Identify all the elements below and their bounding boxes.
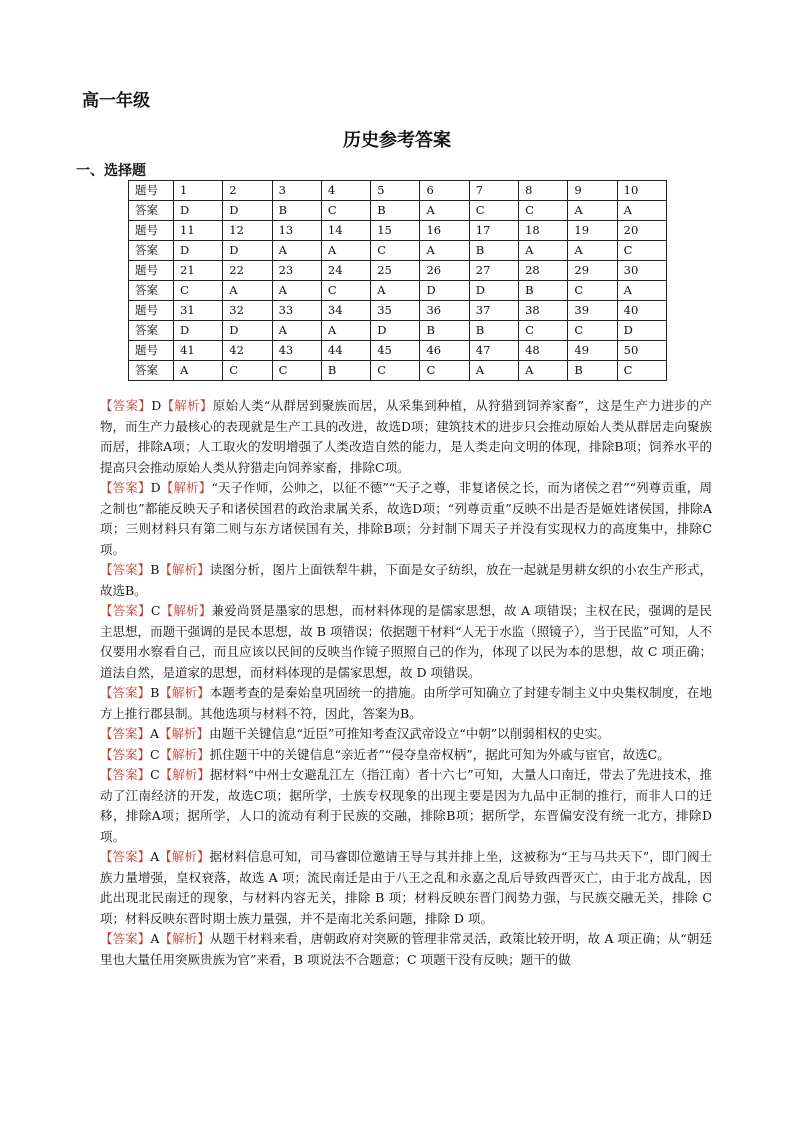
table-cell: 11 [174,221,223,241]
table-cell: 4 [321,181,370,201]
table-row [129,321,667,341]
explanation-text: “天子作师，公帅之，以征不德”“天子之尊，非复诸侯之长，而为诸侯之君”“列尊贡重，周之制也”都能反映天子和诸侯国君的政治隶属关系，故选D项；“列尊贡重”反映不出是否是姬姓诸侯国，排除A项；三则材料只有第二则与东方诸侯国有关，排除B项；分封制下周天子并没有实现权力的高度集中，排除C项。 [100,480,712,557]
page-title: 历史参考答案 [343,130,451,151]
table-cell: A [519,241,568,261]
table-cell: A [519,361,568,381]
table-cell: A [223,281,272,301]
table-cell: 32 [223,301,272,321]
answer-letter: B [150,562,160,577]
table-cell: B [272,201,321,221]
table-cell: 28 [519,261,568,281]
table-cell: A [420,241,469,261]
table-cell: A [321,321,370,341]
section-heading: 一、选择题 [76,163,146,179]
explanation-item [100,724,712,745]
table-cell: 17 [469,221,518,241]
table-cell: C [617,361,666,381]
answer-tag: 【答案】 [100,398,152,413]
table-cell: 9 [568,181,617,201]
table-cell: 7 [469,181,518,201]
table-cell: 35 [371,301,420,321]
row-label: 题号 [129,181,174,201]
table-cell: 29 [568,261,617,281]
answer-tag: 【答案】 [100,562,151,577]
row-label: 答案 [129,241,174,261]
explanation-item [100,478,712,560]
answer-tag: 【答案】 [100,767,151,782]
explanation-item [100,765,712,847]
analysis-tag: 【解析】 [159,685,210,700]
answer-table [128,180,667,381]
table-cell: 21 [174,261,223,281]
analysis-tag: 【解析】 [160,480,212,495]
answer-letter: A [150,931,160,946]
table-cell: D [617,321,666,341]
table-cell: D [223,241,272,261]
table-cell: D [223,201,272,221]
table-cell: 42 [223,341,272,361]
table-row [129,261,667,281]
table-cell: 46 [420,341,469,361]
table-cell: B [469,321,518,341]
table-cell: C [519,201,568,221]
table-cell: 6 [420,181,469,201]
table-cell: B [469,241,518,261]
answer-letter: C [150,603,161,618]
table-cell: D [174,321,223,341]
table-cell: 41 [174,341,223,361]
table-cell: 10 [617,181,666,201]
table-row [129,361,667,381]
table-cell: 15 [371,221,420,241]
explanation-item [100,560,712,601]
table-cell: 50 [617,341,666,361]
table-cell: 13 [272,221,321,241]
table-cell: C [272,361,321,381]
table-cell: D [371,321,420,341]
table-cell: 34 [321,301,370,321]
explanation-item [100,601,712,683]
table-row [129,241,667,261]
answer-tag: 【答案】 [100,931,151,946]
explanation-text: 本题考查的是秦始皇巩固统一的措施。由所学可知确立了封建专制主义中央集权制度，在地方上推行郡县制。其他选项与材料不符，因此，答案为B。 [100,685,712,721]
table-cell: C [617,241,666,261]
table-cell: D [469,281,518,301]
analysis-tag: 【解析】 [159,931,210,946]
analysis-tag: 【解析】 [159,726,210,741]
answer-letter: D [151,398,162,413]
explanation-item [100,847,712,929]
table-row [129,221,667,241]
table-cell: 27 [469,261,518,281]
table-cell: A [568,201,617,221]
table-cell: D [420,281,469,301]
row-label: 答案 [129,321,174,341]
table-cell: C [568,281,617,301]
table-cell: 26 [420,261,469,281]
table-cell: A [272,321,321,341]
table-cell: C [223,361,272,381]
table-cell: A [617,281,666,301]
explanation-text: 兼爱尚贤是墨家的思想，而材料体现的是儒家思想，故 A 项错误；主权在民，强调的是民主思想，而题干强调的是民本思想，故 B 项错误；依据题干材料“人无于水监（照镜子），当于民监”可知，人不仅要用水察看自己，而且应该以民间的反映当作镜子照照自己的作为，体现了以民为本的思想，故 C 项正确；道法自然，是道家的思想，而材料体现的是儒家思想，故 D 项错误。 [100,603,712,680]
table-cell: 30 [617,261,666,281]
answer-letter: C [150,746,160,762]
table-cell: A [469,361,518,381]
table-cell: 33 [272,301,321,321]
table-cell: C [174,281,223,301]
row-label: 答案 [129,361,174,381]
row-label: 题号 [129,341,174,361]
table-cell: 2 [223,181,272,201]
analysis-tag: 【解析】 [161,398,213,413]
table-cell: A [272,281,321,301]
explanation-text: 据材料“中州士女避乱江左（指江南）者十六七”可知，大量人口南迁，带去了先进技术，推动了江南经济的开发，故选C项；据所学，士族专权现象的出现主要是因为九品中正制的推行，而非人口的迁移，排除A项；据所学，人口的流动有利于民族的交融，排除B项；据所学，东晋偏安没有统一北方，排除D项。 [100,767,712,844]
table-row [129,201,667,221]
table-cell: 14 [321,221,370,241]
table-cell: 44 [321,341,370,361]
answer-tag: 【答案】 [100,849,151,864]
table-cell: A [174,361,223,381]
explanations [100,396,712,970]
explanation-text: 由题干关键信息“近臣”可推知考查汉武帝设立“中朝”以削弱相权的史实。 [209,726,610,741]
table-cell: 24 [321,261,370,281]
table-cell: A [272,241,321,261]
answer-letter: A [150,726,160,741]
table-row [129,281,667,301]
row-label: 题号 [129,301,174,321]
table-cell: B [321,361,370,381]
table-cell: A [420,201,469,221]
table-cell: D [174,201,223,221]
table-cell: 23 [272,261,321,281]
table-row [129,301,667,321]
table-cell: 1 [174,181,223,201]
explanation-item [100,745,712,766]
analysis-tag: 【解析】 [159,562,210,577]
answer-tag: 【答案】 [100,685,151,700]
row-label: 题号 [129,221,174,241]
answer-tag: 【答案】 [100,726,151,741]
table-cell: C [469,201,518,221]
table-cell: 48 [519,341,568,361]
table-cell: 22 [223,261,272,281]
table-cell: D [223,321,272,341]
table-cell: 36 [420,301,469,321]
analysis-tag: 【解析】 [159,767,210,782]
grade-label: 高一年级 [82,91,150,111]
table-cell: 3 [272,181,321,201]
table-cell: D [174,241,223,261]
table-cell: 20 [617,221,666,241]
explanation-item [100,929,712,970]
explanation-item [100,683,712,724]
answer-tag: 【答案】 [100,746,151,762]
answer-letter: B [150,685,160,700]
table-cell: A [568,241,617,261]
analysis-tag: 【解析】 [160,603,212,618]
table-cell: C [371,361,420,381]
table-cell: C [568,321,617,341]
table-cell: 18 [519,221,568,241]
answer-tag: 【答案】 [100,480,151,495]
table-cell: 43 [272,341,321,361]
explanation-text: 原始人类“从群居到聚族而居，从采集到种植，从狩猎到饲养家畜”，这是生产力进步的产物，而生产力最核心的表现就是生产工具的改进，故选D项；建筑技术的进步只会推动原始人类从群居走向聚族而居，排除A项；人工取火的发明增强了人类改造自然的能力，是人类走向文明的体现，排除B项；饲养水平的提高只会推动原始人类从狩猎走向饲养家畜，排除C项。 [100,398,712,475]
table-cell: 19 [568,221,617,241]
table-cell: 31 [174,301,223,321]
table-cell: C [519,321,568,341]
row-label: 答案 [129,281,174,301]
table-cell: B [371,201,420,221]
table-cell: 39 [568,301,617,321]
explanation-text: 抓住题干中的关键信息“亲近者”“侵夺皇帝权柄”，据此可知为外戚与宦官，故选C。 [209,746,670,762]
table-row [129,181,667,201]
explanation-text: 据材料信息可知，司马睿即位邀请王导与其并排上坐，这被称为“王与马共天下”，即门阀士族力量增强，皇权衰落，故选 A 项；流民南迁是由于八王之乱和永嘉之乱后导致西晋灭亡，由于北方战乱，因此出现北民南迁的现象，与材料内容无关，排除 B 项；材料反映东晋门阀势力强，与民族交融无关，排除 C 项；材料反映东晋时期士族力量强，并不是南北关系问题，排除 D 项。 [100,849,712,926]
table-cell: 12 [223,221,272,241]
table-cell: B [519,281,568,301]
analysis-tag: 【解析】 [159,849,210,864]
table-cell: A [321,241,370,261]
answer-letter: A [150,849,160,864]
answer-letter: C [150,767,160,782]
table-cell: B [568,361,617,381]
table-cell: 38 [519,301,568,321]
table-row [129,341,667,361]
row-label: 答案 [129,201,174,221]
table-cell: B [420,321,469,341]
table-cell: 45 [371,341,420,361]
answer-tag: 【答案】 [100,603,151,618]
table-cell: 37 [469,301,518,321]
table-cell: C [321,201,370,221]
table-cell: 8 [519,181,568,201]
table-cell: 40 [617,301,666,321]
table-cell: 49 [568,341,617,361]
table-cell: 5 [371,181,420,201]
table-cell: C [420,361,469,381]
explanation-text: 从题干材料来看，唐朝政府对突厥的管理非常灵活，政策比较开明，故 A 项正确；从“朝廷里也大量任用突厥贵族为官”来看，B 项说法不合题意；C 项题干没有反映；题干的做 [100,931,712,967]
table-cell: 25 [371,261,420,281]
table-cell: A [371,281,420,301]
table-cell: 16 [420,221,469,241]
table-cell: C [371,241,420,261]
explanation-item [100,396,712,478]
table-cell: 47 [469,341,518,361]
analysis-tag: 【解析】 [159,746,210,762]
table-cell: C [321,281,370,301]
row-label: 题号 [129,261,174,281]
answer-letter: D [150,480,161,495]
explanation-text: 读图分析，图片上面铁犁牛耕，下面是女子纺织，放在一起就是男耕女织的小农生产形式，故选B。 [100,562,712,598]
table-cell: A [617,201,666,221]
